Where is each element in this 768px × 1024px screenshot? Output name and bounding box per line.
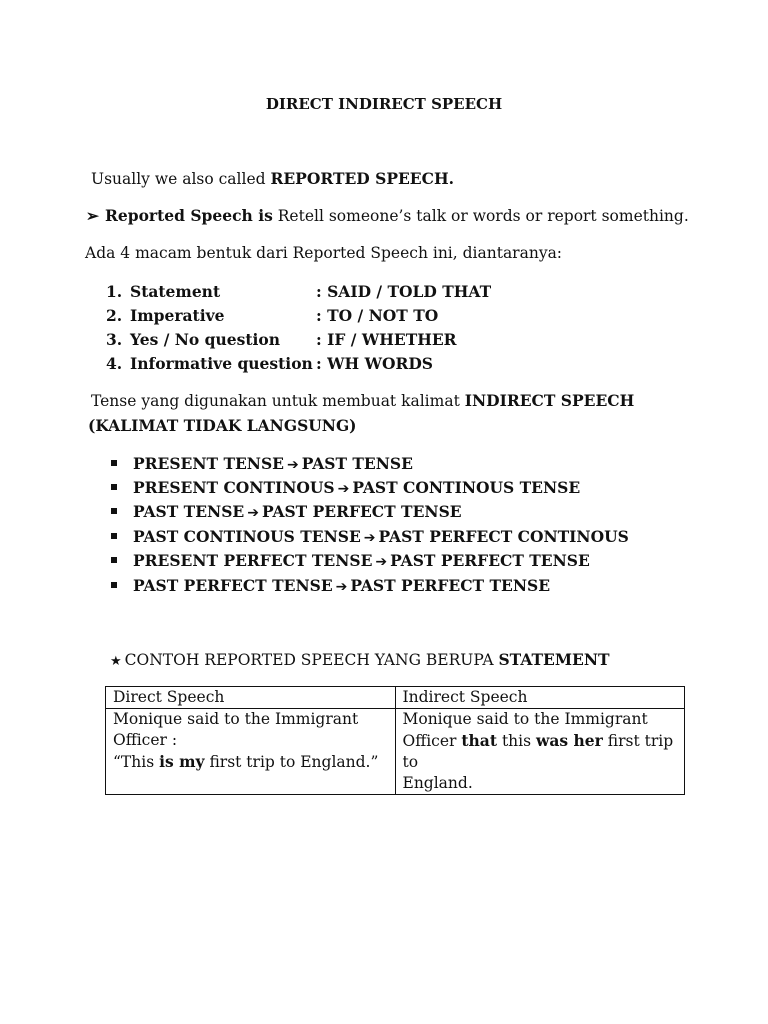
direct-line-3b: is my bbox=[159, 752, 205, 771]
indirect-speech-cell bbox=[395, 709, 685, 795]
list-number: 2. bbox=[106, 306, 123, 325]
tense-to: PAST CONTINOUS TENSE bbox=[352, 478, 581, 497]
list-item bbox=[106, 282, 491, 301]
tense-intro bbox=[91, 391, 634, 410]
tense-intro-text: Tense yang digunakan untuk membuat kalimat bbox=[91, 392, 465, 410]
tense-from: PAST CONTINOUS TENSE bbox=[133, 527, 361, 546]
header-indirect-speech: Indirect Speech bbox=[395, 687, 685, 709]
indirect-line-2a: Officer bbox=[402, 732, 462, 750]
list-item bbox=[111, 454, 413, 473]
intro-line bbox=[91, 169, 454, 188]
definition-line bbox=[86, 206, 689, 225]
list-number: 1. bbox=[106, 282, 123, 301]
list-label: Statement bbox=[130, 282, 221, 301]
page-title: DIRECT INDIRECT SPEECH bbox=[265, 95, 503, 113]
list-item bbox=[111, 478, 580, 497]
tense-from: PAST PERFECT TENSE bbox=[133, 576, 333, 595]
table-row bbox=[106, 709, 685, 795]
definition-text: Retell someone’s talk or words or report something. bbox=[272, 207, 689, 225]
star-icon: ★ bbox=[110, 654, 122, 669]
list-item bbox=[111, 576, 550, 595]
list-value: : TO / NOT TO bbox=[316, 306, 439, 325]
square-bullet-icon bbox=[111, 533, 117, 539]
direct-line-3a: “This bbox=[113, 753, 160, 771]
right-arrow-icon: ➔ bbox=[247, 505, 259, 521]
square-bullet-icon bbox=[111, 484, 117, 490]
types-intro: Ada 4 macam bentuk dari Reported Speech ini, diantaranya: bbox=[85, 244, 563, 262]
list-label: Yes / No question bbox=[130, 330, 281, 349]
right-arrow-icon: ➔ bbox=[363, 530, 376, 546]
square-bullet-icon bbox=[111, 508, 117, 514]
list-item bbox=[111, 527, 629, 546]
indirect-line-2c: this bbox=[497, 732, 536, 750]
list-number: 3. bbox=[106, 330, 123, 349]
square-bullet-icon bbox=[111, 582, 117, 588]
list-value: : SAID / TOLD THAT bbox=[316, 282, 492, 301]
tense-to: PAST TENSE bbox=[301, 454, 413, 473]
direct-line-1: Monique said to the Immigrant bbox=[113, 710, 359, 728]
tense-to: PAST PERFECT CONTINOUS bbox=[378, 527, 629, 546]
right-arrow-icon: ➔ bbox=[337, 481, 350, 497]
indirect-line-2e: first trip to bbox=[402, 732, 674, 771]
tense-intro-bold: INDIRECT SPEECH bbox=[464, 391, 635, 410]
right-arrow-icon: ➔ bbox=[335, 579, 348, 595]
indirect-line-1: Monique said to the Immigrant bbox=[402, 710, 648, 728]
indirect-line-3: England. bbox=[402, 774, 473, 792]
right-arrow-icon: ➔ bbox=[286, 457, 299, 473]
tense-to: PAST PERFECT TENSE bbox=[350, 576, 551, 595]
list-item bbox=[111, 551, 590, 570]
tense-from: PAST TENSE bbox=[133, 502, 245, 521]
example-heading-text: CONTOH REPORTED SPEECH YANG BERUPA bbox=[124, 651, 499, 669]
list-label: Informative question bbox=[130, 354, 313, 373]
list-value: : WH WORDS bbox=[316, 354, 433, 373]
list-number: 4. bbox=[106, 354, 123, 373]
intro-text: Usually we also called bbox=[91, 170, 271, 188]
list-item bbox=[106, 330, 457, 349]
table-header-row bbox=[106, 687, 685, 709]
square-bullet-icon bbox=[111, 557, 117, 563]
direct-line-2: Officer : bbox=[113, 731, 178, 749]
right-arrow-icon: ➔ bbox=[375, 554, 388, 570]
tense-to: PAST PERFECT TENSE bbox=[261, 502, 462, 521]
direct-speech-cell bbox=[106, 709, 396, 795]
list-value: : IF / WHETHER bbox=[316, 330, 457, 349]
example-heading bbox=[110, 650, 610, 669]
arrowhead-bullet-icon: ➢ bbox=[86, 206, 99, 225]
tense-to: PAST PERFECT TENSE bbox=[390, 551, 590, 570]
tense-from: PRESENT TENSE bbox=[133, 454, 284, 473]
speech-table bbox=[105, 686, 685, 795]
square-bullet-icon bbox=[111, 460, 117, 466]
list-label: Imperative bbox=[130, 306, 225, 325]
list-item bbox=[106, 306, 438, 325]
list-item bbox=[111, 502, 462, 521]
definition-term: Reported Speech is bbox=[105, 206, 273, 225]
header-direct-speech: Direct Speech bbox=[106, 687, 396, 709]
direct-line-3c: first trip to England.” bbox=[204, 753, 379, 771]
tense-from: PRESENT PERFECT TENSE bbox=[133, 551, 373, 570]
tense-intro-line2: (KALIMAT TIDAK LANGSUNG) bbox=[88, 416, 357, 435]
tense-from: PRESENT CONTINOUS bbox=[133, 478, 335, 497]
intro-bold: REPORTED SPEECH. bbox=[270, 169, 454, 188]
indirect-line-2b: that bbox=[461, 731, 498, 750]
example-heading-bold: STATEMENT bbox=[498, 650, 610, 669]
indirect-line-2d: was her bbox=[536, 731, 603, 750]
list-item bbox=[106, 354, 433, 373]
